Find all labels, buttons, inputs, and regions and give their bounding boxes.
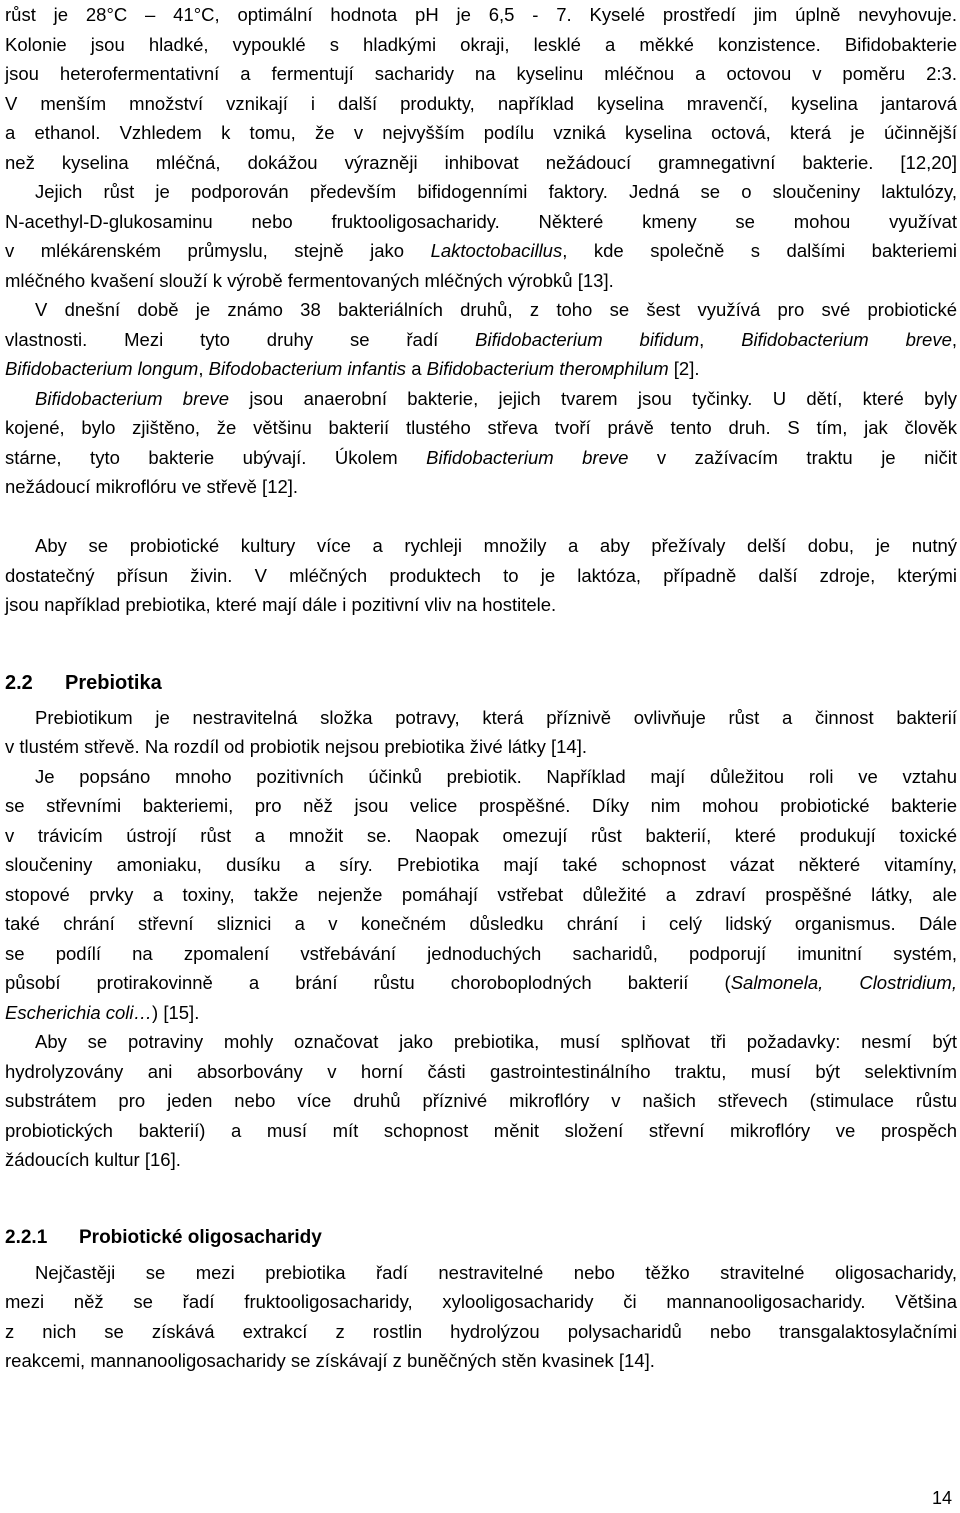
subsection-number: 2.2.1 <box>5 1226 48 1248</box>
page-number: 14 <box>931 1488 952 1508</box>
text-line <box>5 443 957 473</box>
text-line: z nich se získává extrakcí z rostlin hydrolýzou polysacharidů nebo transgalaktosylačními <box>5 1320 957 1342</box>
italic-term: Salmonela, Clostridium, <box>730 972 957 993</box>
italic-term: Bifodobacterium infantis <box>208 358 407 379</box>
text-line <box>5 384 957 414</box>
text-line: a ethanol. Vzhledem k tomu, že v nejvyšším podílu vzniká kyselina octová, která je účinnější <box>5 122 957 143</box>
subsection-heading <box>5 1218 957 1258</box>
section-title: Prebiotika <box>65 671 162 694</box>
text-line: V menším množství vznikají i další produkty, například kyselina mravenčí, kyselina jantarová <box>5 92 957 114</box>
text-run: působí protirakovinně a brání růstu choroboplodných bakterií ( <box>5 972 731 993</box>
text-line: také chrání střevní sliznici a v konečném důsledku chrání i celý lidský organismus. Dále <box>5 913 957 934</box>
spacer <box>5 502 957 532</box>
section-heading <box>5 663 957 703</box>
text-line: jsou heterofermentativní a fermentují sacharidy na kyselinu mléčnou a octovou v poměru 2:3. <box>5 63 957 84</box>
text-line: probiotických bakterií) a musí mít schopnost měnit složení střevní mikroflóry ve prospěch <box>5 1119 957 1141</box>
text-run: stárne, tyto bakterie ubývají. Úkolem <box>5 446 427 468</box>
text-line: se střevními bakteriemi, pro něž jsou velice prospěšné. Díky nim mohou probiotické bakterie <box>5 795 957 816</box>
text-line <box>5 325 957 355</box>
text-line <box>5 354 957 384</box>
text-line: žádoucích kultur [16]. <box>5 1149 181 1170</box>
spacer <box>5 620 957 663</box>
text-line: Jejich růst je podporován především bifidogenními faktory. Jedná se o sloučeniny laktulózy, <box>35 181 957 202</box>
text-line: než kyselina mléčná, dokážou výrazněji inhibovat nežádoucí gramnegativní bakterie. [12,20] <box>5 151 957 173</box>
text-line: Nejčastěji se mezi prebiotika řadí nestravitelné nebo těžko stravitelné oligosacharidy, <box>35 1261 957 1283</box>
text-line <box>5 968 957 998</box>
text-line: reakcemi, mannanooligosacharidy se získávají z buněčných stěn kvasinek [14]. <box>5 1350 655 1371</box>
text-line: v trávicím ústrojí růst a množit se. Naopak omezují růst bakterií, které produkují toxické <box>5 824 957 846</box>
text-line: růst je 28°C – 41°C, optimální hodnota pH je 6,5 - 7. Kyselé prostředí jim úplně nevyhovuje. <box>5 4 957 25</box>
text-line: Aby se probiotické kultury více a rychleji množily a aby přežívaly delší dobu, je nutný <box>35 535 957 556</box>
spacer <box>5 1175 957 1218</box>
text-line: V dnešní době je známo 38 bakteriálních druhů, z toho se šest využívá pro své probiotické <box>35 299 957 320</box>
italic-term: Escherichia coli… <box>5 1001 153 1023</box>
text-run: , <box>951 328 958 350</box>
text-line: mezi něž se řadí fruktooligosacharidy, xylooligosacharidy či mannanooligosacharidy. Většina <box>5 1291 957 1312</box>
text-run: ) [15]. <box>152 1001 200 1023</box>
text-line <box>5 998 957 1028</box>
text-run: , <box>699 328 742 350</box>
text-line: nežádoucí mikroflóru ve střevě [12]. <box>5 476 299 497</box>
text-run: , kde společně s dalšími bakteriemi <box>562 240 957 261</box>
subsection-title: Probiotické oligosacharidy <box>79 1226 322 1248</box>
section-number: 2.2 <box>5 671 33 694</box>
text-line: jsou například prebiotika, které mají dále i pozitivní vliv na hostitele. <box>5 594 557 615</box>
text-line: se podílí na zpomalení vstřebávání jednoduchých sacharidů, podporují imunitní systém, <box>5 942 957 964</box>
text-line: Kolonie jsou hladké, vypouklé s hladkými okraji, lesklé a měkké konzistence. Bifidobakterie <box>5 33 957 55</box>
text-run: v zažívacím traktu je ničit <box>628 446 957 468</box>
text-line: dostatečný přísun živin. V mléčných produktech to je laktóza, případně další zdroje, kterými <box>5 564 957 586</box>
italic-term: Bifidobacterium bifidum <box>475 328 700 350</box>
document-page <box>5 0 957 1376</box>
text-run: vlastnosti. Mezi tyto druhy se řadí <box>5 328 476 350</box>
text-line: sloučeniny amoniaku, dusíku a síry. Prebiotika mají také schopnost vázat některé vitamíny, <box>5 854 957 875</box>
text-line: hydrolyzovány ani absorbovány v horní části gastrointestinálního traktu, musí být selektivním <box>5 1060 957 1082</box>
italic-term: Bifidobacterium breve <box>426 446 629 468</box>
text-line: Je popsáno mnoho pozitivních účinků prebiotik. Například mají důležitou roli ve vztahu <box>35 765 957 787</box>
text-run: a <box>406 358 427 379</box>
text-run: jsou anaerobní bakterie, jejich tvarem jsou tyčinky. U dětí, které byly <box>229 387 957 409</box>
text-line: stopové prvky a toxiny, takže nejenže pomáhají vstřebat důležité a zdraví prospěšné látky, ale <box>5 883 957 905</box>
italic-term: Bifidobacterium therомphilum <box>426 358 669 379</box>
text-line: substrátem pro jeden nebo více druhů příznivé mikroflóry v našich střevech (stimulace růstu <box>5 1090 957 1111</box>
text-run: v mlékárenském průmyslu, stejně jako <box>5 240 431 261</box>
text-run: , <box>198 358 209 379</box>
italic-term: Bifidobacterium breve <box>35 387 230 409</box>
italic-term: Bifidobacterium breve <box>741 328 952 350</box>
text-line: N-acethyl-D-glukosaminu nebo fruktooligosacharidy. Některé kmeny se mohou využívat <box>5 210 957 232</box>
text-line: mléčného kvašení slouží k výrobě fermentovaných mléčných výrobků [13]. <box>5 269 614 291</box>
text-run: [2]. <box>668 358 700 379</box>
text-line: Aby se potraviny mohly označovat jako prebiotika, musí splňovat tři požadavky: nesmí být <box>35 1031 957 1052</box>
text-line <box>5 236 957 266</box>
italic-term: Bifidobacterium longum <box>5 358 199 379</box>
text-line: Prebiotikum je nestravitelná složka potravy, která příznivě ovlivňuje růst a činnost bakterií <box>35 706 957 728</box>
text-line: kojené, bylo zjištěno, že většinu bakterií tlustého střeva tvoří právě tento druh. S tím, jak člověk <box>5 417 957 438</box>
italic-term: Laktoctobacillus <box>430 240 563 261</box>
text-line: v tlustém střevě. Na rozdíl od probiotik nejsou prebiotika živé látky [14]. <box>5 736 587 757</box>
